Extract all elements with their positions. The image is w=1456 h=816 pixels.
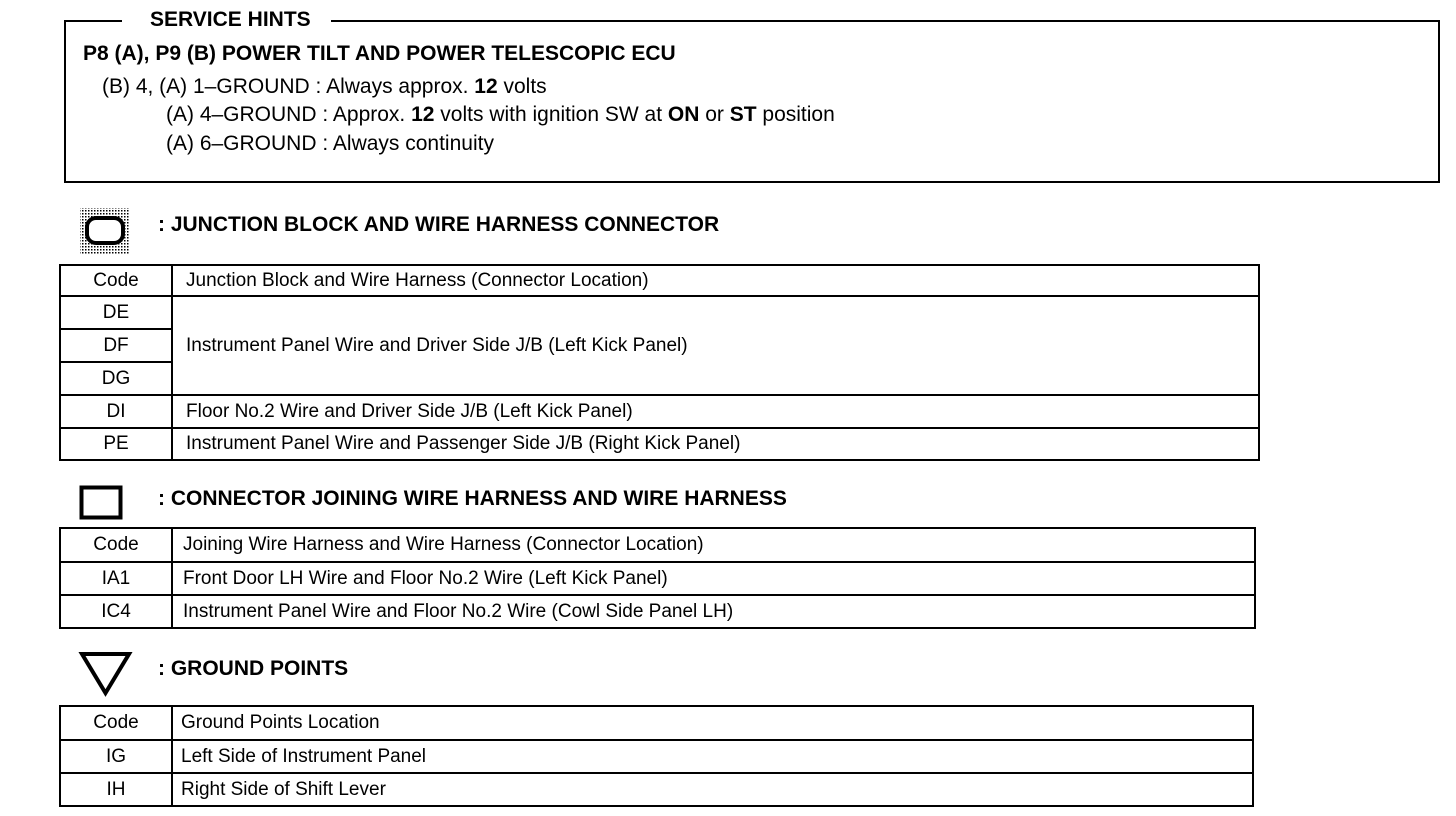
ecu-heading: P8 (A), P9 (B) POWER TILT AND POWER TELESCOPIC ECU	[83, 42, 676, 65]
header-desc: Joining Wire Harness and Wire Harness (Connector Location)	[172, 528, 1255, 562]
hint-line-2	[166, 102, 835, 128]
code-cell: PE	[60, 428, 172, 460]
header-code: Code	[60, 265, 172, 296]
desc-cell-group: Instrument Panel Wire and Driver Side J/B (Left Kick Panel)	[172, 296, 1259, 395]
header-desc: Junction Block and Wire Harness (Connector Location)	[172, 265, 1259, 296]
table-row	[60, 595, 1255, 628]
code-cell: DF	[60, 329, 172, 362]
table-header-row	[60, 706, 1253, 740]
desc-cell: Floor No.2 Wire and Driver Side J/B (Left Kick Panel)	[172, 395, 1259, 428]
hint-line-1	[102, 74, 547, 100]
hint-1-sep: :	[309, 75, 327, 98]
hint-line-3	[166, 131, 494, 157]
header-code: Code	[60, 528, 172, 562]
code-cell: IA1	[60, 562, 172, 595]
table-row	[60, 740, 1253, 773]
code-cell: DG	[60, 362, 172, 395]
hint-2-mid: volts with ignition SW at	[434, 103, 668, 126]
hint-2-or: or	[699, 103, 730, 126]
hint-2-on: ON	[667, 103, 700, 126]
junction-table	[59, 264, 1260, 461]
junction-block-icon	[79, 207, 131, 255]
code-cell: IH	[60, 773, 172, 806]
connector-table	[59, 527, 1256, 629]
ground-triangle-icon	[78, 650, 134, 698]
header-desc: Ground Points Location	[172, 706, 1253, 740]
hint-1-terminal: (B) 4, (A) 1–GROUND	[102, 75, 310, 98]
desc-cell: Left Side of Instrument Panel	[172, 740, 1253, 773]
service-hints-title: SERVICE HINTS	[122, 7, 331, 33]
hint-2-num: 12	[411, 103, 435, 126]
hint-2-st: ST	[729, 103, 757, 126]
code-cell: IC4	[60, 595, 172, 628]
hint-2-terminal: (A) 4–GROUND	[166, 103, 317, 126]
hint-1-num: 12	[474, 75, 498, 98]
table-row	[60, 395, 1259, 428]
hint-1-pre: Always approx.	[326, 75, 475, 98]
header-code: Code	[60, 706, 172, 740]
ground-table	[59, 705, 1254, 807]
table-header-row	[60, 265, 1259, 296]
table-row	[60, 296, 1259, 329]
table-row	[60, 562, 1255, 595]
ground-section-title: : GROUND POINTS	[158, 657, 349, 680]
hint-2-sep: :	[316, 103, 333, 126]
table-header-row	[60, 528, 1255, 562]
hint-3-terminal: (A) 6–GROUND	[166, 132, 317, 155]
hint-1-post: volts	[497, 75, 547, 98]
code-cell: IG	[60, 740, 172, 773]
code-cell: DE	[60, 296, 172, 329]
desc-cell: Instrument Panel Wire and Floor No.2 Wire (Cowl Side Panel LH)	[172, 595, 1255, 628]
junction-section-title: : JUNCTION BLOCK AND WIRE HARNESS CONNECTOR	[158, 213, 720, 236]
hint-2-pre: Approx.	[332, 103, 412, 126]
table-row	[60, 773, 1253, 806]
hint-3-sep: :	[316, 132, 333, 155]
desc-cell: Instrument Panel Wire and Passenger Side J/B (Right Kick Panel)	[172, 428, 1259, 460]
table-row	[60, 428, 1259, 460]
hint-2-post: position	[756, 103, 835, 126]
connector-section-title: : CONNECTOR JOINING WIRE HARNESS AND WIRE HARNESS	[158, 487, 787, 510]
code-cell: DI	[60, 395, 172, 428]
desc-cell: Front Door LH Wire and Floor No.2 Wire (Left Kick Panel)	[172, 562, 1255, 595]
connector-box-icon	[79, 485, 125, 521]
desc-cell: Right Side of Shift Lever	[172, 773, 1253, 806]
hint-3-text: Always continuity	[332, 132, 494, 155]
